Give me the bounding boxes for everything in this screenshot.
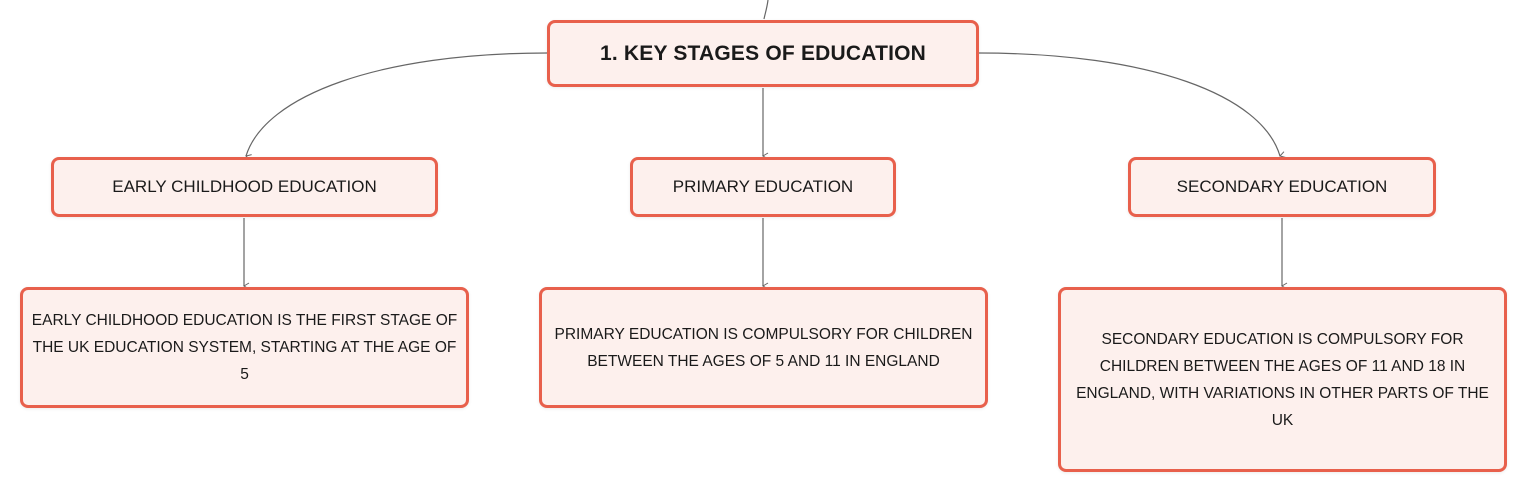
connector-root-to-secondary — [979, 53, 1280, 156]
detail-node-early-childhood[interactable] — [20, 287, 469, 408]
topic-node-label: SECONDARY EDUCATION — [1176, 177, 1388, 196]
connector-parent-to-root — [764, 0, 768, 19]
root-node-label: 1. KEY STAGES OF EDUCATION — [599, 41, 927, 65]
topic-node-primary[interactable] — [630, 157, 896, 217]
detail-node-primary[interactable] — [539, 287, 988, 408]
topic-node-label: EARLY CHILDHOOD EDUCATION — [112, 177, 377, 196]
topic-node-label: PRIMARY EDUCATION — [672, 177, 854, 196]
connector-root-to-early — [246, 53, 547, 156]
detail-node-secondary[interactable] — [1058, 287, 1507, 472]
detail-node-text: PRIMARY EDUCATION IS COMPULSORY FOR CHILDREN BETWEEN THE AGES OF 5 AND 11 IN ENGLAND — [554, 325, 973, 370]
root-node[interactable] — [547, 20, 979, 87]
topic-node-early-childhood[interactable] — [51, 157, 438, 217]
topic-node-secondary[interactable] — [1128, 157, 1436, 217]
detail-node-text: EARLY CHILDHOOD EDUCATION IS THE FIRST STAGE OF THE UK EDUCATION SYSTEM, STARTING AT THE AGE OF 5 — [31, 312, 458, 383]
detail-node-text: SECONDARY EDUCATION IS COMPULSORY FOR CHILDREN BETWEEN THE AGES OF 11 AND 18 IN ENGLAND, WITH VARIATIONS IN OTHER PARTS OF THE UK — [1076, 330, 1489, 429]
